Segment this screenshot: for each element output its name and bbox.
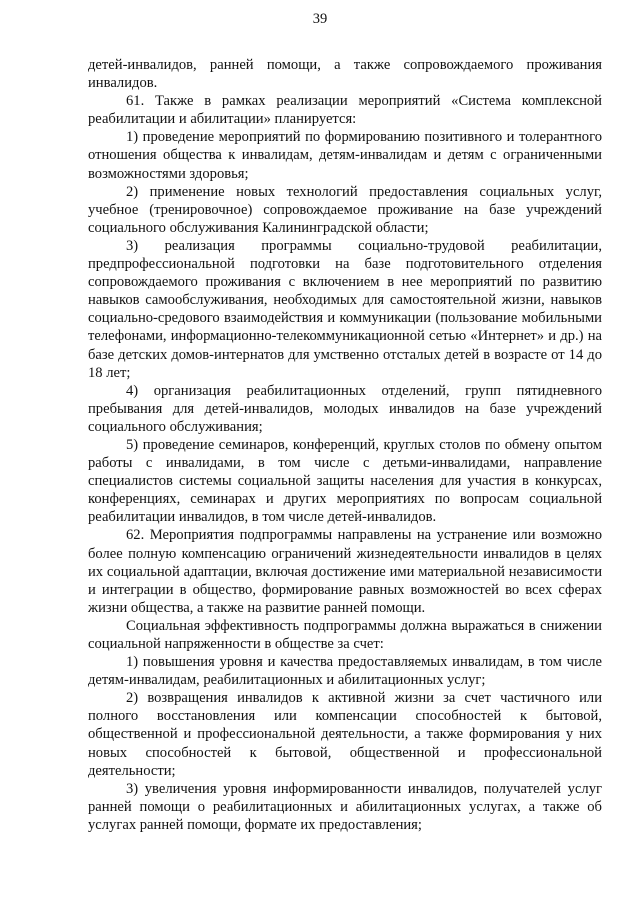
paragraph-61-subitem-2: 2) применение новых технологий предоставления социальных услуг, учебное (тренировочное) сопровождаемое проживание на базе учреждений социального обслуживания Калининградской области; — [88, 183, 602, 236]
paragraph-item-62: 62. Мероприятия подпрограммы направлены на устранение или возможно более полную компенсацию ограничений жизнедеятельности инвалидов в целях их социальной адаптации, включая достижение ими материальной независимости и интеграции в общество, формирование равных возможностей во всех сферах жизни общества, а также на развитие ранней помощи. — [88, 527, 602, 616]
paragraph-efficiency-subitem-1: 1) повышения уровня и качества предоставляемых инвалидам, в том числе детям-инвалидам, реабилитационных и абилитационных услуг; — [88, 654, 602, 689]
paragraph-efficiency-subitem-2: 2) возвращения инвалидов к активной жизни за счет частичного или полного восстановления или компенсации способностей к бытовой, общественной и профессиональной деятельности, а также формирования у них новых способностей к бытовой, общественной и профессиональной деятельности; — [88, 690, 602, 779]
page-number: 39 — [312, 11, 328, 27]
paragraph-item-61: 61. Также в рамках реализации мероприятий «Система комплексной реабилитации и абилитации» планируется: — [88, 93, 602, 128]
paragraph-61-subitem-5: 5) проведение семинаров, конференций, круглых столов по обмену опытом работы с инвалидами, в том числе с детьми-инвалидами, направление специалистов системы социальной защиты населения для участия в конкурсах, конференциях, семинарах и других мероприятиях по вопросам социальной реабилитации инвалидов, в том числе детей-инвалидов. — [88, 436, 602, 526]
paragraph-61-subitem-3: 3) реализация программы социально-трудовой реабилитации, предпрофессиональной подготовки на базе подготовительного отделения сопровождаемого проживания с включением в нее мероприятий по развитию навыков самообслуживания, необходимых для самостоятельной жизни, навыков социально-средового взаимодействия и коммуникации (пользование мобильными телефонами, информационно-телекоммуникационной сетью «Интернет» и др.) на базе детских домов-интернатов для умственно отсталых детей в возрасте от 14 до 18 лет; — [88, 237, 602, 381]
paragraph-61-subitem-1: 1) проведение мероприятий по формированию позитивного и толерантного отношения общества к инвалидам, детям-инвалидам и детям с ограниченными возможностями здоровья; — [88, 129, 602, 182]
paragraph-61-subitem-4: 4) организация реабилитационных отделений, групп пятидневного пребывания для детей-инвалидов, молодых инвалидов на базе учреждений социального обслуживания; — [88, 382, 602, 435]
paragraph-continuation: детей-инвалидов, ранней помощи, а также сопровождаемого проживания инвалидов. — [88, 57, 602, 92]
paragraph-social-efficiency: Социальная эффективность подпрограммы должна выражаться в снижении социальной напряженности в обществе за счет: — [88, 617, 602, 652]
paragraph-efficiency-subitem-3: 3) увеличения уровня информированности инвалидов, получателей услуг ранней помощи о реабилитационных и абилитационных услугах, а также об услугах ранней помощи, формате их предоставления; — [88, 780, 602, 833]
document-body — [88, 56, 602, 834]
